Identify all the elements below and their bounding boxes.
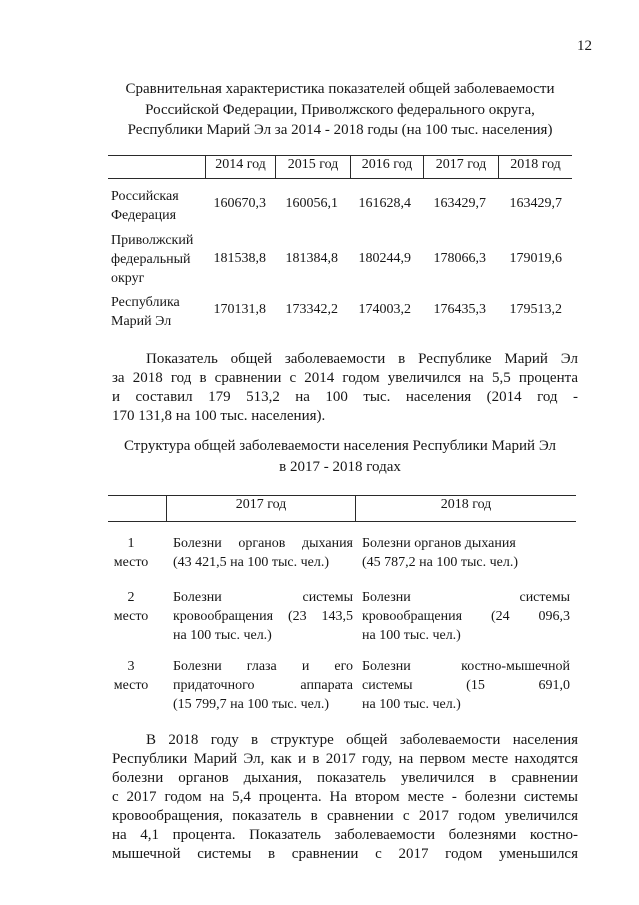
- table-rule: [108, 178, 572, 179]
- text-line: Показатель общей заболеваемости в Республике Марий Эл: [146, 351, 578, 367]
- diagnosis-cell: Болезни органов дыхания (45 787,2 на 100 тыс. чел.): [362, 536, 519, 570]
- column-header: 2017 год: [235, 497, 287, 512]
- text-line: 170 131,8 на 100 тыс. населения).: [112, 408, 326, 424]
- table-cell: 178066,3: [433, 251, 486, 266]
- text-line: за 2018 год в сравнении с 2014 годом увеличился на 5,5 процента: [112, 370, 578, 386]
- title-line: Сравнительная характеристика показателей общей заболеваемости: [125, 81, 555, 97]
- table-cell: 181538,8: [213, 251, 266, 266]
- text-line: кровообращения, показатель в сравнении с 2017 годом увеличился: [112, 808, 578, 824]
- table-cell: 174003,2: [358, 302, 411, 317]
- table-cell: 180244,9: [358, 251, 411, 266]
- column-header: 2017 год: [435, 157, 487, 172]
- paragraph-overall-morbidity: [112, 350, 578, 426]
- column-header: 2015 год: [287, 157, 339, 172]
- rank-label: 2 место: [113, 590, 149, 624]
- rank-label: 3 место: [113, 659, 149, 693]
- page-number: 12: [577, 38, 592, 54]
- diagnosis-cell: Болезни системы кровообращения (23 143,5 на 100 тыс. чел.): [173, 590, 353, 643]
- title-line: в 2017 - 2018 годах: [279, 459, 401, 475]
- table-cell: 173342,2: [285, 302, 338, 317]
- table-rule: [108, 495, 576, 496]
- diagnosis-cell: Болезни глаза и его придаточного аппарата (15 799,7 на 100 тыс. чел.): [173, 659, 353, 712]
- table-cell: 163429,7: [509, 196, 562, 211]
- table-cell: 160670,3: [213, 196, 266, 211]
- title-line: Российской Федерации, Приволжского федерального округа,: [145, 101, 535, 118]
- table-cell: 160056,1: [285, 196, 338, 211]
- paragraph-structure-summary: [112, 731, 578, 864]
- table1-title: [90, 79, 590, 141]
- table-rule: [108, 155, 572, 156]
- diagnosis-cell: Болезни органов дыхания (43 421,5 на 100 тыс. чел.): [173, 536, 353, 570]
- column-header: 2018 год: [510, 157, 561, 172]
- table-cell: 161628,4: [358, 196, 411, 211]
- table-rule: [108, 521, 576, 522]
- table-cell: 176435,3: [433, 302, 486, 317]
- diagnosis-cell: Болезни костно-мышечной системы (15 691,0 на 100 тыс. чел.): [362, 659, 570, 712]
- table-cell: 170131,8: [213, 302, 266, 317]
- text-line: с 2017 годом на 5,4 процента. На втором месте - болезни системы: [112, 789, 578, 805]
- table-cell: 163429,7: [433, 196, 486, 211]
- text-line: мышечной системы в сравнении с 2017 годом уменьшился: [112, 846, 578, 862]
- text-line: В 2018 году в структуре общей заболеваемости населения: [146, 732, 578, 748]
- title-line: Республики Марий Эл за 2014 - 2018 годы (на 100 тыс. населения): [127, 122, 553, 138]
- table2-title: [100, 436, 580, 478]
- column-header: 2014 год: [215, 157, 266, 172]
- row-label: Приволжский федеральный округ: [111, 233, 194, 286]
- text-line: болезни органов дыхания, показатель увеличился в сравнении: [112, 770, 578, 786]
- table-cell: 179513,2: [509, 302, 562, 317]
- title-line: Структура общей заболеваемости населения Республики Марий Эл: [123, 438, 557, 454]
- column-header: 2018 год: [440, 497, 492, 512]
- row-label: Российская Федерация: [111, 189, 179, 223]
- diagnosis-cell: Болезни системы кровообращения (24 096,3 на 100 тыс. чел.): [362, 590, 570, 643]
- row-label: Республика Марий Эл: [111, 295, 180, 329]
- text-line: и составил 179 513,2 на 100 тыс. населения (2014 год -: [112, 389, 578, 405]
- rank-label: 1 место: [113, 536, 149, 570]
- table-cell: 179019,6: [509, 251, 562, 266]
- text-line: на 4,1 процента. Показатель заболеваемости болезнями костно-: [112, 827, 578, 843]
- column-header: 2016 год: [361, 157, 413, 172]
- table-cell: 181384,8: [285, 251, 338, 266]
- text-line: Республики Марий Эл, как и в 2017 году, на первом месте находятся: [112, 751, 578, 767]
